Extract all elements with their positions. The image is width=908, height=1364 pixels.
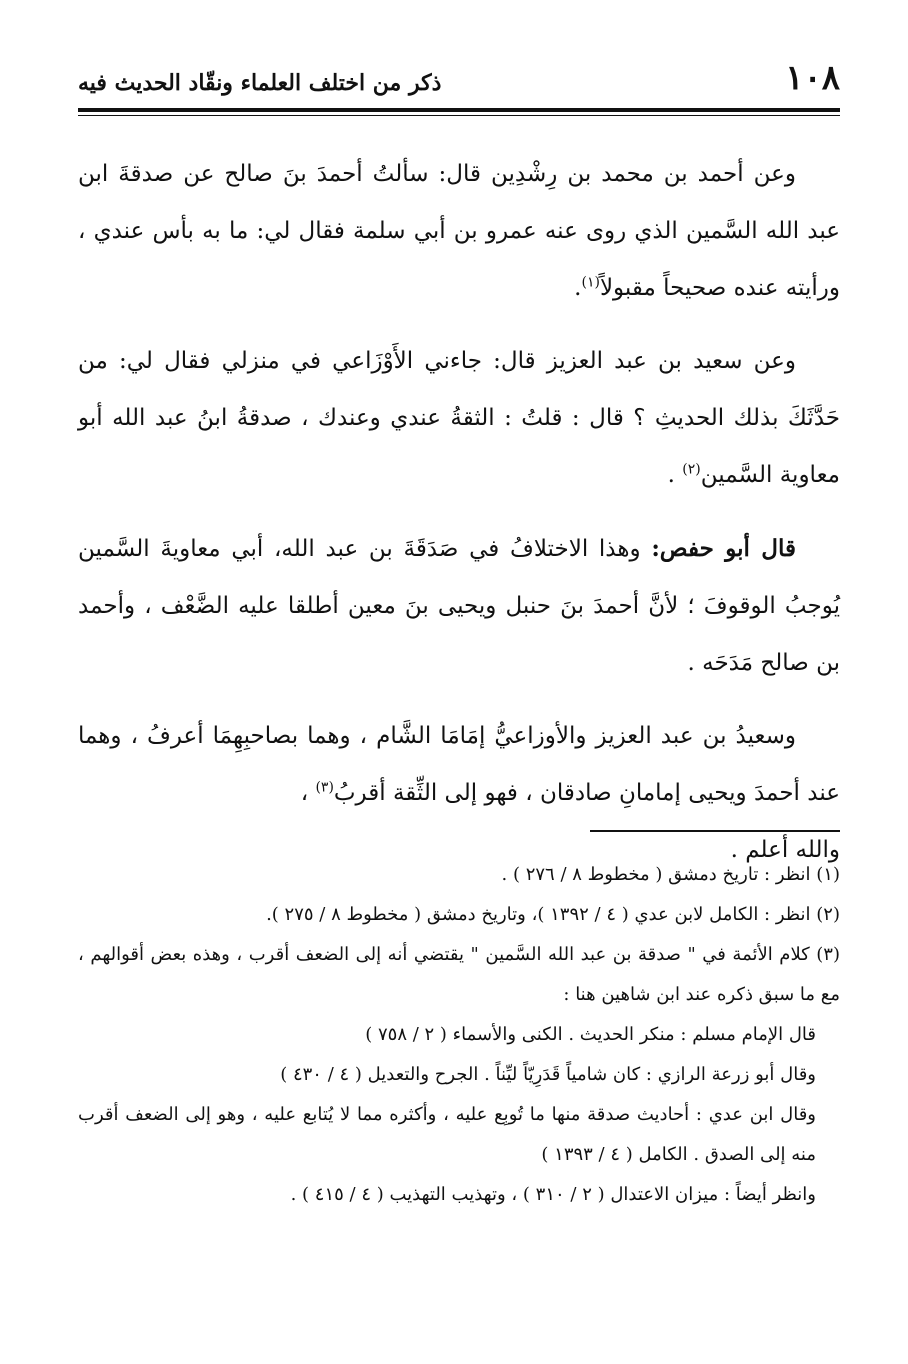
footnote-2: (٢) انظر : الكامل لابن عدي ( ٤ / ١٣٩٢ )، وتاريخ دمشق ( مخطوط ٨ / ٢٧٥ ).: [266, 904, 840, 925]
footnotes: [78, 855, 840, 1215]
footnote-1: (١) انظر : تاريخ دمشق ( مخطوط ٨ / ٢٧٦ ) .: [501, 864, 840, 885]
footnote-3-line: وانظر أيضاً : ميزان الاعتدال ( ٢ / ٣١٠ ) ، وتهذيب التهذيب ( ٤ / ٤١٥ ) .: [290, 1184, 816, 1205]
footnote-ref-1: (١): [581, 274, 600, 291]
footnote-separator: [590, 830, 840, 832]
paragraph-4: وسعيدُ بن عبد العزيز والأوزاعيُّ إمَامَا الشَّام ، وهما بصاحبِهِمَا أعرفُ ، وهما عند أحمدَ ويحيى إمامانِ صادقان ، فهو إلى الثِّقة أقربُ$^{(٣)}$ ، والله أعلم .: [78, 723, 840, 863]
footnote-3-line: قال الإمام مسلم : منكر الحديث . الكنى والأسماء ( ٢ / ٧٥٨ ): [365, 1024, 816, 1045]
paragraph-1: وعن أحمد بن محمد بن رِشْدِين قال: سألتُ أحمدَ بنَ صالح عن صدقةَ ابن عبد الله السَّمين الذي روى عنه عمرو بن أبي سلمة فقال لي: ما به بأس عندي ، ورأيته عنده صحيحاً مقبولاً$^{(١)}$.: [78, 161, 840, 301]
header-rule-thin: [78, 115, 840, 116]
footnote-3-line: وقال ابن عدي : أحاديث صدقة منها ما تُوبِع عليه ، وأكثره مما لا يُتابع عليه ، وهو إلى الضعف أقرب منه إلى الصدق . الكامل ( ٤ / ١٣٩٣ ): [78, 1104, 816, 1165]
page-number: ١٠٨: [785, 58, 840, 98]
footnote-3: (٣) كلام الأئمة في " صدقة بن عبد الله السَّمين " يقتضي أنه إلى الضعف أقرب ، وهذه بعض أقوالهم ، مع ما سبق ذكره عند ابن شاهين هنا :: [78, 944, 840, 1005]
footnote-ref-2: (٢): [682, 461, 701, 478]
running-title: ذكر من اختلف العلماء ونقّاد الحديث فيه: [78, 70, 442, 96]
main-text: [78, 146, 840, 895]
header-rule: [78, 108, 840, 112]
footnote-ref-3: (٣): [315, 779, 334, 796]
page-header: [78, 58, 840, 104]
closing-line: والله أعلم .: [730, 837, 840, 863]
paragraph-2: وعن سعيد بن عبد العزيز قال: جاءني الأَوْزَاعي في منزلي فقال لي: من حَدَّثَكَ بذلك الحديثِ ؟ قال : قلتُ : الثقةُ عندي وعندك ، صدقةُ ابنُ عبد الله أبو معاوية السَّمين$^{(٢)}$ .: [78, 348, 840, 488]
speaker-label: قال أبو حفص:: [651, 535, 797, 562]
footnote-3-line: وقال أبو زرعة الرازي : كان شامياً قَدَرِيّاً ليِّناً . الجرح والتعديل ( ٤ / ٤٣٠ ): [280, 1064, 816, 1085]
paragraph-3: قال أبو حفص: وهذا الاختلافُ في صَدَقَةَ بن عبد الله، أبي معاويةَ السَّمين يُوجبُ الوقوفَ ؛ لأنَّ أحمدَ بنَ حنبل ويحيى بنَ معين أطلقا عليه الضَّعْف ، وأحمد بن صالح مَدَحَه .: [78, 535, 840, 676]
